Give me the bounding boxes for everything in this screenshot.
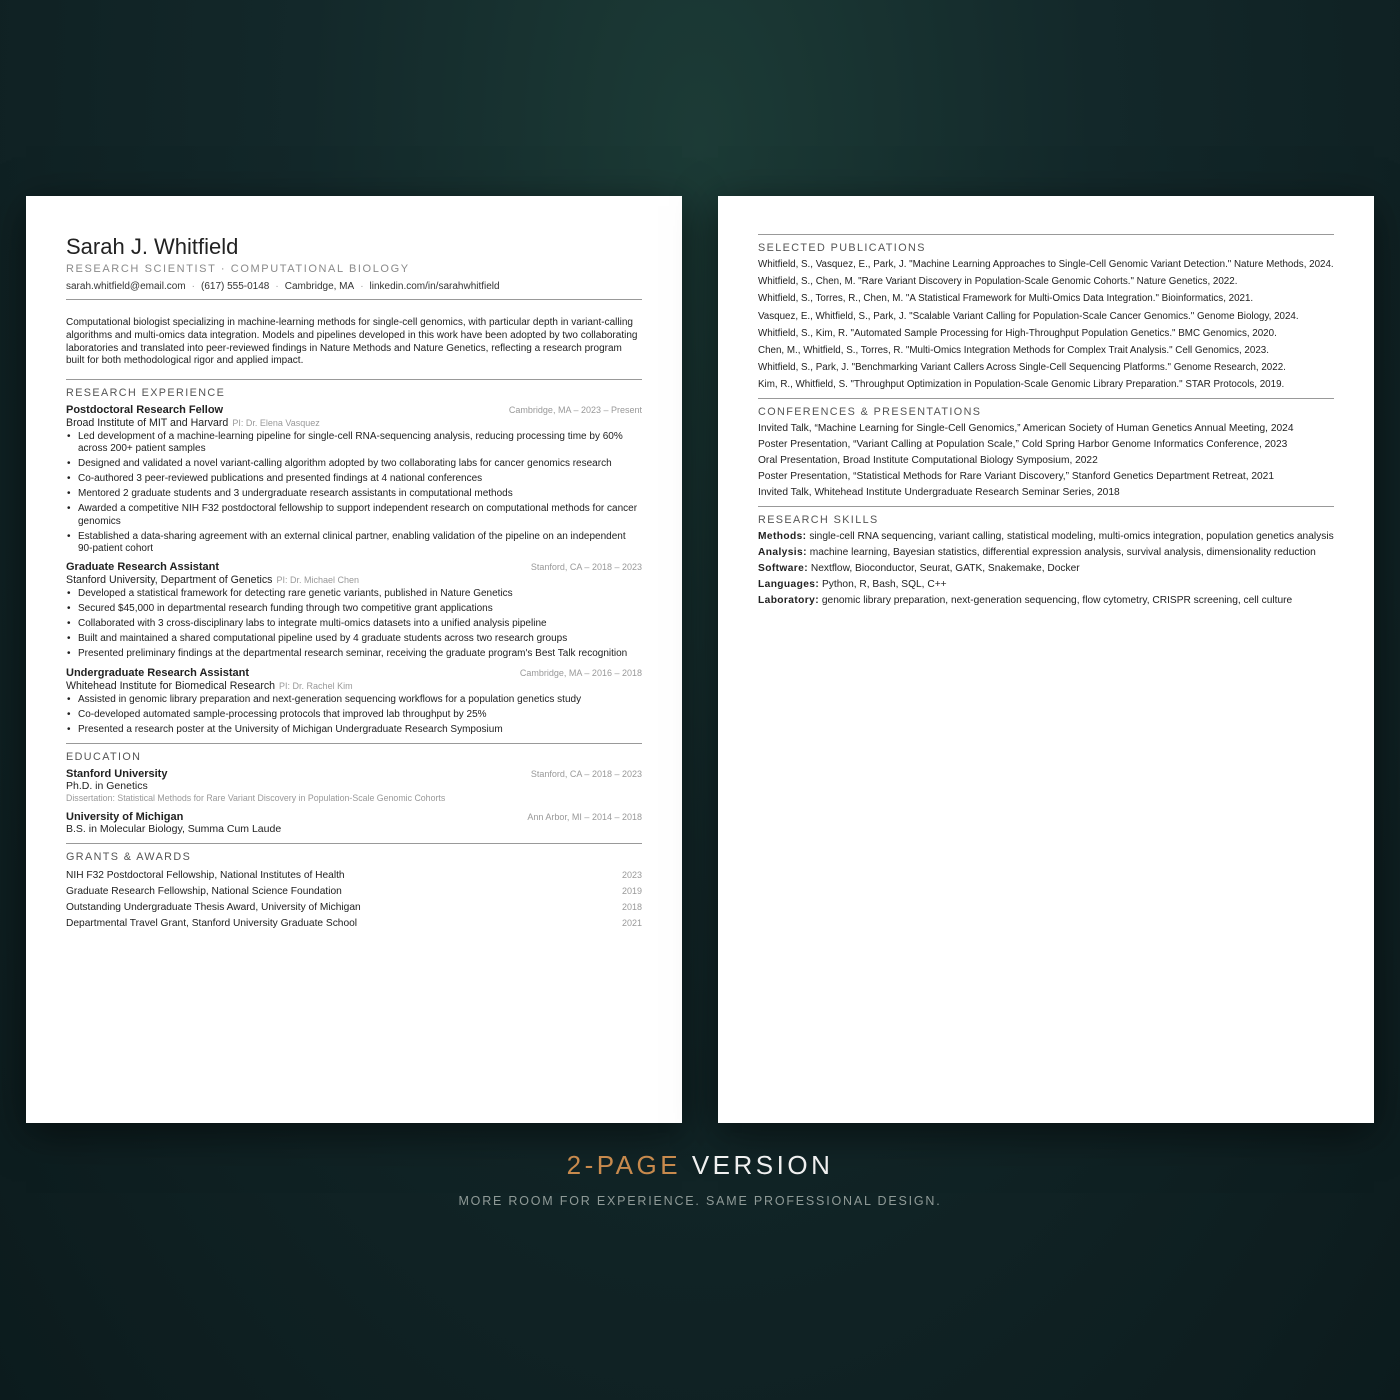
school-name: University of Michigan xyxy=(66,811,184,824)
skill-item xyxy=(758,547,1334,559)
bullet-item: • Presented preliminary findings at the departmental research seminar, receiving the graduate program's Best Talk recognition xyxy=(66,648,642,660)
skill-item xyxy=(758,531,1334,543)
bullet-item: • Collaborated with 3 cross-disciplinary labs to integrate multi-omics datasets into a unified analysis pipeline xyxy=(66,618,642,630)
section-title: GRANTS & AWARDS xyxy=(66,851,192,864)
skill-value: single-cell RNA sequencing, variant calling, statistical modeling, multi-omics integration, population genetics analysis xyxy=(809,531,1334,543)
divider xyxy=(758,398,1334,399)
bullet-item: • Co-authored 3 peer-reviewed publications and presented findings at 4 national conferences xyxy=(66,473,642,485)
publication-item: Vasquez, E., Whitfield, S., Park, J. "Scalable Variant Calling for Population-Scale Cancer Genomics." Genome Biology, 2024. xyxy=(758,310,1299,322)
conferences-section xyxy=(758,406,1334,499)
job-meta: Cambridge, MA – 2016 – 2018 xyxy=(519,667,642,678)
bullet-item: • Built and maintained a shared computational pipeline used by 4 graduate students across two research groups xyxy=(66,633,642,645)
banner-headline xyxy=(0,1150,1400,1181)
section-title: CONFERENCES & PRESENTATIONS xyxy=(758,406,982,419)
conference-item: Invited Talk, “Machine Learning for Single-Cell Genomics,” American Society of Human Genetics Annual Meeting, 2024 xyxy=(758,423,1294,435)
contact-linkedin: linkedin.com/in/sarahwhitfield xyxy=(369,281,500,293)
publication-item: Chen, M., Whitfield, S., Torres, R. "Multi-Omics Integration Methods for Complex Trait Analysis." Cell Genomics, 2023. xyxy=(758,344,1269,356)
award-year: 2021 xyxy=(621,917,642,928)
divider xyxy=(758,506,1334,507)
summary-paragraph: Computational biologist specializing in machine-learning methods for single-cell genomics, with particular depth in variant-calling algorithms and multi-omics data integration. Models and pipelines developed in this work have been adopted by two collaborating laboratories and translated into peer-reviewed findings in Nature Methods and Nature Genetics, reflecting a research program built for both methodological rigor and applied impact. xyxy=(66,317,638,367)
conference-item: Poster Presentation, “Variant Calling at Population Scale,” Cold Spring Harbor Genome Informatics Conference, 2023 xyxy=(758,439,1288,451)
job-org: Stanford University, Department of Genetics xyxy=(66,574,273,587)
education-entry xyxy=(66,768,642,803)
job-pi: PI: Dr. Michael Chen xyxy=(276,575,360,586)
skill-value: genomic library preparation, next-generation sequencing, flow cytometry, CRISPR screening, cell culture xyxy=(821,595,1293,607)
job-bullets xyxy=(66,694,642,736)
publication-item: Kim, R., Whitfield, S. "Throughput Optimization in Population-Scale Genomic Library Preparation." STAR Protocols, 2019. xyxy=(758,379,1285,391)
skill-item xyxy=(758,579,1334,591)
publication-item: Whitfield, S., Kim, R. "Automated Sample Processing for High-Throughput Population Genetics." BMC Genomics, 2020. xyxy=(758,327,1277,339)
award-item xyxy=(66,868,642,884)
award-name: Outstanding Undergraduate Thesis Award, University of Michigan xyxy=(66,901,361,913)
experience-section xyxy=(66,387,642,736)
section-title: SELECTED PUBLICATIONS xyxy=(758,242,926,254)
divider xyxy=(66,299,642,300)
skills-section xyxy=(758,514,1334,607)
divider xyxy=(66,743,642,744)
resume-page-2 xyxy=(718,196,1374,1123)
skill-label: Software: xyxy=(758,563,809,575)
job-meta: Cambridge, MA – 2023 – Present xyxy=(508,404,642,415)
bullet-item: • Mentored 2 graduate students and 3 undergraduate research assistants in computational methods xyxy=(66,488,642,500)
award-item xyxy=(66,916,642,932)
contact-phone: (617) 555-0148 xyxy=(200,281,270,293)
publication-item: Whitfield, S., Torres, R., Chen, M. "A Statistical Framework for Multi-Omics Data Integration." Bioinformatics, 2021. xyxy=(758,293,1254,305)
awards-section xyxy=(66,851,642,931)
award-year: 2018 xyxy=(621,901,642,912)
resume-page-1 xyxy=(26,196,682,1123)
award-year: 2023 xyxy=(621,870,642,881)
job-bullets xyxy=(66,431,642,556)
publication-item: Whitfield, S., Vasquez, E., Park, J. "Machine Learning Approaches to Single-Cell Genomic Variant Detection." Nature Methods, 2024. xyxy=(758,259,1334,270)
skill-item xyxy=(758,563,1334,575)
experience-entry xyxy=(66,561,642,660)
award-item xyxy=(66,900,642,916)
bullet-item: • Presented a research poster at the University of Michigan Undergraduate Research Symposium xyxy=(66,724,642,736)
job-role: Undergraduate Research Assistant xyxy=(66,666,249,679)
award-item xyxy=(66,884,642,900)
bullet-item: • Designed and validated a novel variant-calling algorithm adopted by two collaborating labs for cancer genomics research xyxy=(66,458,642,470)
conference-item: Invited Talk, Whitehead Institute Undergraduate Research Seminar Series, 2018 xyxy=(758,487,1120,499)
headline-accent: 2-PAGE xyxy=(566,1150,682,1180)
contact-separator: · xyxy=(191,281,195,293)
candidate-title: RESEARCH SCIENTIST · COMPUTATIONAL BIOLOGY xyxy=(66,263,410,276)
contact-email: sarah.whitfield@email.com xyxy=(66,281,186,293)
degree: Ph.D. in Genetics xyxy=(66,780,148,793)
school-meta: Ann Arbor, MI – 2014 – 2018 xyxy=(527,812,642,823)
divider xyxy=(66,379,642,380)
job-pi: PI: Dr. Elena Vasquez xyxy=(232,417,320,428)
contact-location: Cambridge, MA xyxy=(284,281,355,293)
award-name: Graduate Research Fellowship, National Science Foundation xyxy=(66,886,342,897)
skill-label: Laboratory: xyxy=(758,595,820,607)
skill-value: Nextflow, Bioconductor, Seurat, GATK, Snakemake, Docker xyxy=(810,563,1080,575)
bullet-item: • Led development of a machine-learning pipeline for single-cell RNA-sequencing analysis, reducing processing time by 60% across 200+ patient samples xyxy=(66,431,642,456)
dissertation: Dissertation: Statistical Methods for Rare Variant Discovery in Population-Scale Genomic Cohorts xyxy=(66,793,446,804)
section-title: RESEARCH SKILLS xyxy=(758,514,879,527)
skill-item xyxy=(758,595,1334,607)
award-name: Departmental Travel Grant, Stanford University Graduate School xyxy=(66,917,358,929)
conference-item: Poster Presentation, “Statistical Methods for Rare Variant Discovery,” Stanford Genetics Department Retreat, 2021 xyxy=(758,471,1275,483)
publication-item: Whitfield, S., Chen, M. "Rare Variant Discovery in Population-Scale Genomic Cohorts." Nature Genetics, 2022. xyxy=(758,276,1238,288)
contact-line xyxy=(66,281,642,292)
bullet-item: • Established a data-sharing agreement with an external clinical partner, enabling validation of the pipeline on an independent 90-patient cohort xyxy=(66,531,642,556)
banner-subline: MORE ROOM FOR EXPERIENCE. SAME PROFESSIONAL DESIGN. xyxy=(458,1194,942,1208)
skill-label: Languages: xyxy=(758,579,820,591)
skill-value: machine learning, Bayesian statistics, differential expression analysis, survival analysis, dimensionality reduction xyxy=(809,547,1316,559)
headline-rest: VERSION xyxy=(681,1150,834,1180)
bullet-item: • Secured $45,000 in departmental research funding through two competitive grant applications xyxy=(66,603,642,615)
award-name: NIH F32 Postdoctoral Fellowship, National Institutes of Health xyxy=(66,870,345,882)
experience-entry xyxy=(66,667,642,736)
divider xyxy=(758,234,1334,235)
skill-label: Methods: xyxy=(758,531,807,543)
award-year: 2019 xyxy=(621,886,642,896)
job-org: Broad Institute of MIT and Harvard xyxy=(66,416,229,429)
bullet-item: • Assisted in genomic library preparation and next-generation sequencing workflows for a population genetics study xyxy=(66,694,642,706)
bullet-item: • Awarded a competitive NIH F32 postdoctoral fellowship to support independent research on computational methods for cancer genomics xyxy=(66,503,642,528)
job-role: Graduate Research Assistant xyxy=(66,561,220,574)
skill-value: Python, R, Bash, SQL, C++ xyxy=(822,579,947,591)
skill-label: Analysis: xyxy=(758,547,807,559)
job-role: Postdoctoral Research Fellow xyxy=(66,403,224,416)
school-name: Stanford University xyxy=(66,768,168,781)
education-section xyxy=(66,751,642,835)
divider xyxy=(66,843,642,844)
job-bullets xyxy=(66,588,642,660)
section-title: EDUCATION xyxy=(66,751,142,764)
contact-separator: · xyxy=(360,281,364,293)
publications-section xyxy=(758,242,1334,391)
school-meta: Stanford, CA – 2018 – 2023 xyxy=(530,769,642,780)
bullet-item: • Co-developed automated sample-processing protocols that improved lab throughput by 25% xyxy=(66,709,642,721)
bullet-item: • Developed a statistical framework for detecting rare genetic variants, published in Nature Genetics xyxy=(66,588,642,600)
candidate-name: Sarah J. Whitfield xyxy=(66,234,239,259)
job-org: Whitehead Institute for Biomedical Research xyxy=(66,679,276,692)
experience-entry xyxy=(66,404,642,556)
conference-item: Oral Presentation, Broad Institute Computational Biology Symposium, 2022 xyxy=(758,455,1098,467)
degree: B.S. in Molecular Biology, Summa Cum Laude xyxy=(66,823,282,836)
job-meta: Stanford, CA – 2018 – 2023 xyxy=(530,562,642,573)
section-title: RESEARCH EXPERIENCE xyxy=(66,386,226,399)
contact-separator: · xyxy=(275,281,279,293)
job-pi: PI: Dr. Rachel Kim xyxy=(279,680,353,691)
education-entry xyxy=(66,811,642,835)
publication-item: Whitfield, S., Park, J. "Benchmarking Variant Callers Across Single-Cell Sequencing Platforms." Genome Research, 2022. xyxy=(758,362,1286,374)
